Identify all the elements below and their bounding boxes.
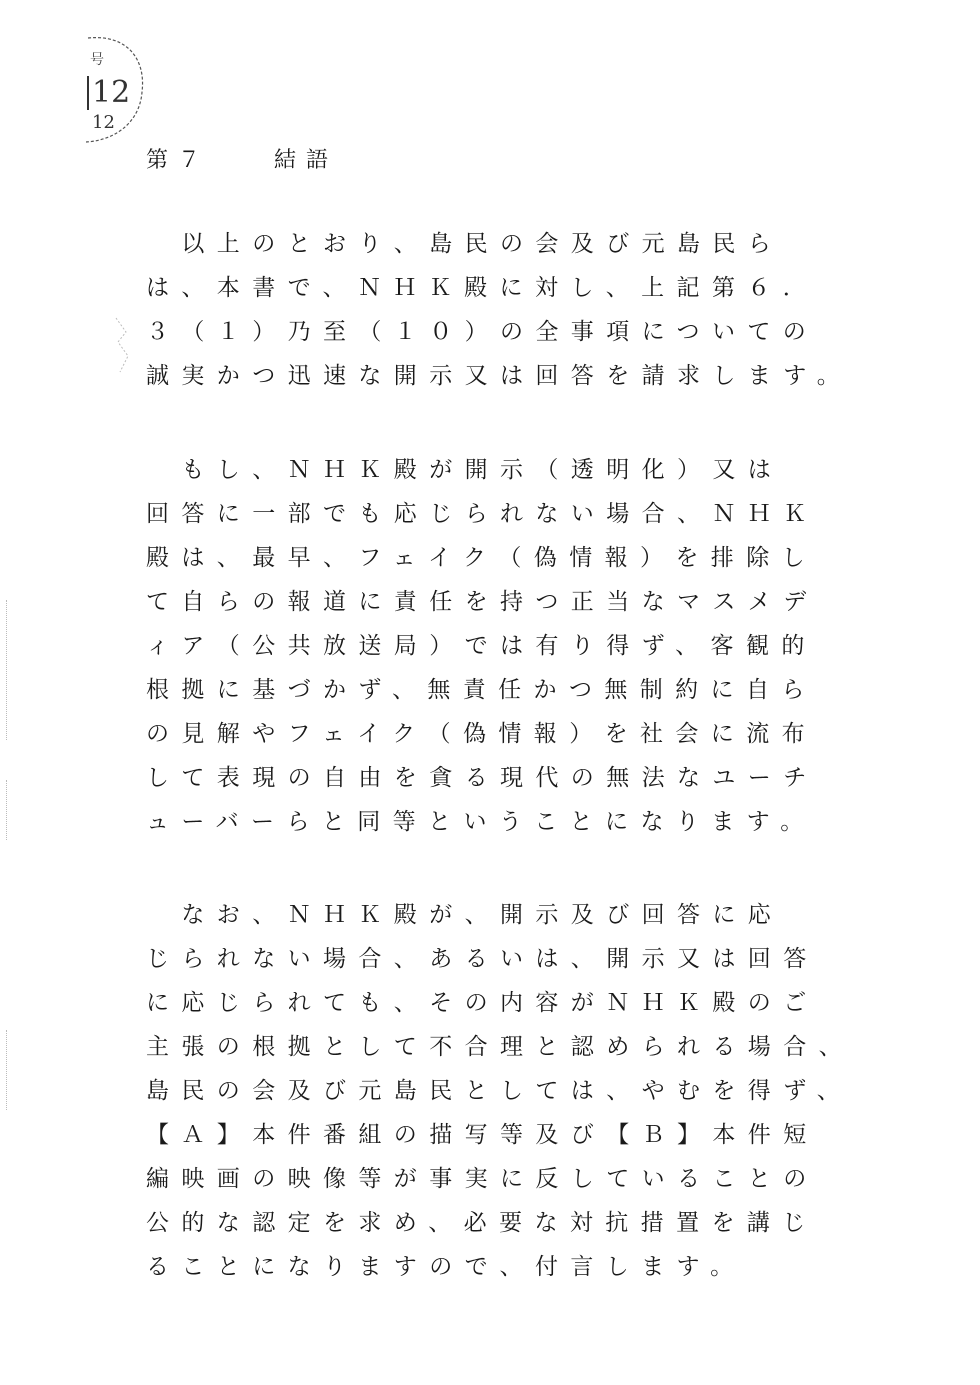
- section-title: 結語: [274, 148, 339, 173]
- paragraph-line: 主張の根拠として不合理と認められる場合、: [146, 1034, 854, 1060]
- paragraph-line: もし、ＮＨＫ殿が開示（透明化）又は: [146, 457, 784, 483]
- paragraph-line: 島民の会及び元島民としては、やむを得ず、: [146, 1078, 853, 1104]
- paragraph-3: [146, 893, 866, 1289]
- paragraph-line: ３（１）乃至（１０）の全事項についての: [146, 319, 819, 345]
- svg-text:号: 号: [90, 52, 104, 68]
- paragraph-line: 以上のとおり、島民の会及び元島民ら: [146, 231, 784, 257]
- paragraph-1: [146, 222, 866, 398]
- paragraph-line: 公的な認定を求め、必要な対抗措置を講じ: [146, 1210, 818, 1236]
- binding-hole-mark: [6, 1030, 9, 1110]
- paragraph-2: [146, 448, 866, 844]
- binding-hole-mark: [6, 780, 9, 840]
- stamp-seal-icon: [68, 30, 150, 148]
- paragraph-line: て自らの報道に責任を持つ正当なマスメデ: [146, 589, 819, 615]
- paragraph-line: じられない場合、あるいは、開示又は回答: [146, 946, 819, 972]
- paragraph-line: 誠実かつ迅速な開示又は回答を請求します。: [146, 363, 853, 389]
- page-number-stamp: [68, 30, 150, 148]
- stamp-sub-number: 12: [92, 112, 115, 133]
- paragraph-line: ューバーらと同等ということになります。: [146, 809, 816, 835]
- paragraph-line: 殿は、最早、フェイク（偽情報）を排除し: [146, 545, 817, 571]
- paragraph-line: 根拠に基づかず、無責任かつ無制約に自ら: [146, 677, 817, 703]
- section-number: 第７: [146, 148, 211, 173]
- paragraph-line: して表現の自由を貪る現代の無法なユーチ: [146, 765, 819, 791]
- paragraph-line: の見解やフェイク（偽情報）を社会に流布: [146, 721, 817, 747]
- paragraph-line: 【Ａ】本件番組の描写等及び【Ｂ】本件短: [146, 1122, 819, 1148]
- stamp-number: 12: [92, 75, 131, 110]
- paragraph-line: ィア（公共放送局）では有り得ず、客観的: [146, 633, 817, 659]
- paragraph-line: 回答に一部でも応じられない場合、ＮＨＫ: [146, 501, 819, 527]
- paragraph-line: ることになりますので、付言します。: [146, 1254, 746, 1280]
- paragraph-line: に応じられても、その内容がＮＨＫ殿のご: [146, 990, 819, 1016]
- paragraph-line: 編映画の映像等が事実に反していることの: [146, 1166, 819, 1192]
- paragraph-line: なお、ＮＨＫ殿が、開示及び回答に応: [146, 902, 784, 928]
- section-heading: [146, 143, 338, 174]
- paragraph-line: は、本書で、ＮＨＫ殿に対し、上記第６．: [146, 275, 819, 301]
- margin-scribble-icon: [112, 312, 142, 382]
- binding-hole-mark: [6, 600, 9, 740]
